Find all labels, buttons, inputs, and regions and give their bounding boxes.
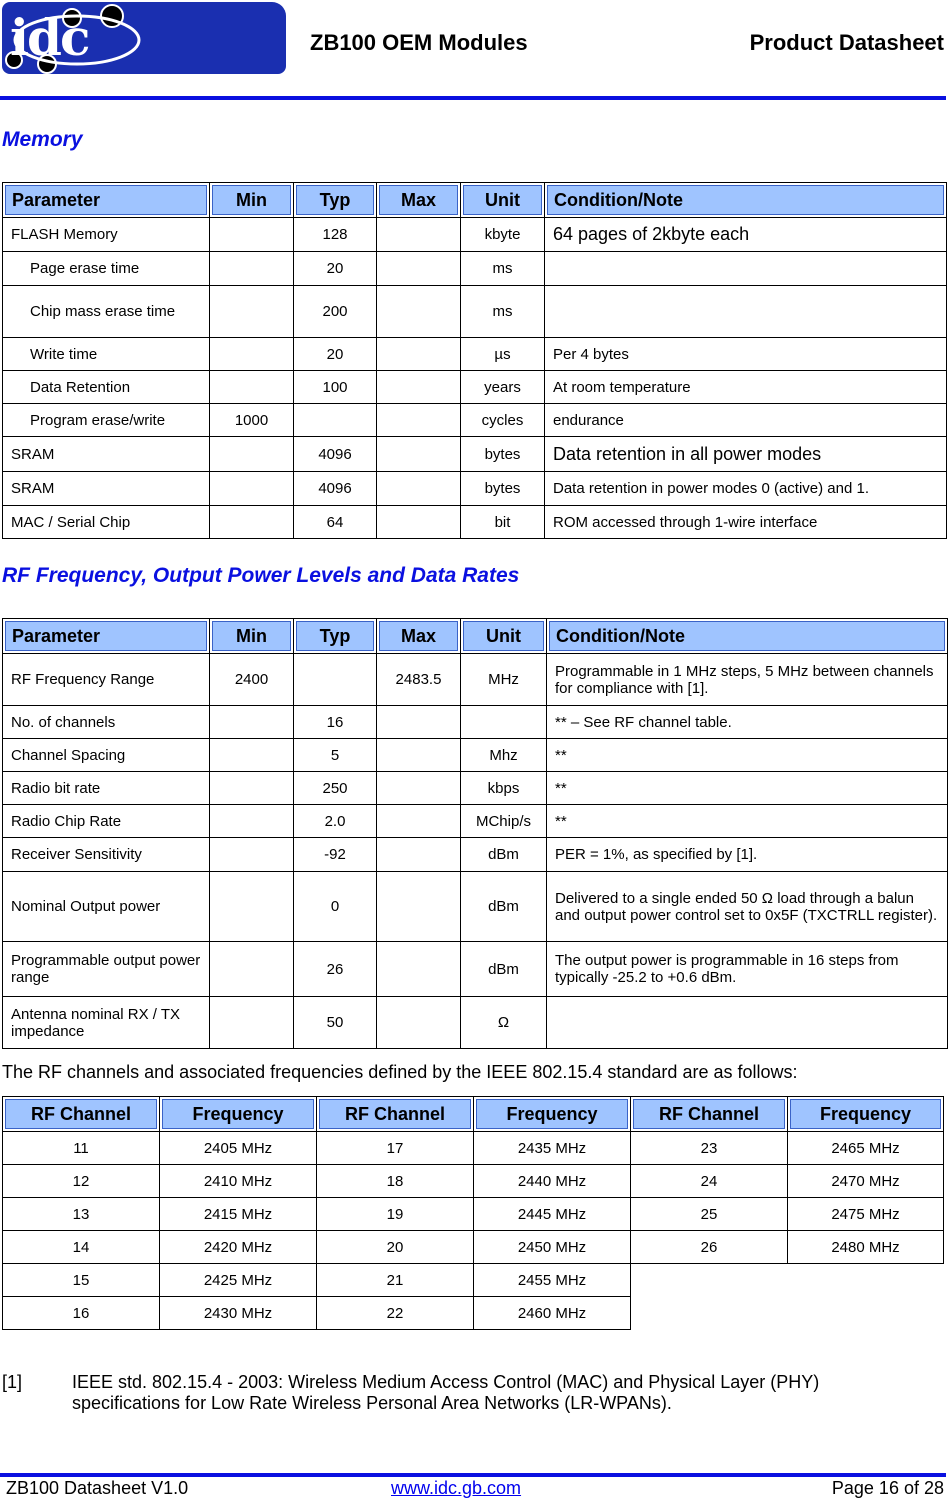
frequency-cell: 2420 MHz — [160, 1231, 317, 1264]
frequency-cell: 2405 MHz — [160, 1132, 317, 1165]
note-cell — [545, 286, 947, 338]
min-cell — [210, 772, 294, 805]
table-row — [3, 437, 947, 472]
frequency-cell: 2465 MHz — [788, 1132, 944, 1165]
table-row — [3, 338, 947, 371]
col-min: Min — [210, 183, 294, 218]
frequency-cell: 2415 MHz — [160, 1198, 317, 1231]
note-cell: The output power is programmable in 16 steps from typically -25.2 to +0.6 dBm. — [547, 942, 948, 997]
max-cell — [377, 472, 461, 506]
unit-cell: dBm — [461, 942, 547, 997]
page-number: Page 16 of 28 — [831, 1478, 944, 1498]
note-cell: At room temperature — [545, 371, 947, 404]
max-cell — [377, 252, 461, 286]
channel-cell: 12 — [3, 1165, 160, 1198]
table-row — [3, 1132, 944, 1165]
col-parameter: Parameter — [3, 619, 210, 654]
col-rf-channel: RF Channel — [3, 1097, 160, 1132]
table-row — [3, 506, 947, 539]
col-parameter: Parameter — [3, 183, 210, 218]
unit-cell: cycles — [461, 404, 545, 437]
min-cell — [210, 942, 294, 997]
param-cell: SRAM — [3, 437, 210, 472]
note-cell: 64 pages of 2kbyte each — [545, 218, 947, 252]
frequency-cell: 2480 MHz — [788, 1231, 944, 1264]
logo-text: idc — [10, 8, 89, 67]
param-cell: Radio bit rate — [3, 772, 210, 805]
channels-header-row — [3, 1097, 944, 1132]
table-row — [3, 1231, 944, 1264]
param-cell: No. of channels — [3, 706, 210, 739]
table-row — [3, 872, 948, 942]
typ-cell: 64 — [294, 506, 377, 539]
max-cell — [377, 286, 461, 338]
typ-cell: 16 — [294, 706, 377, 739]
typ-cell — [294, 404, 377, 437]
memory-header-row — [3, 183, 947, 218]
max-cell — [377, 739, 461, 772]
note-cell: PER = 1%, as specified by [1]. — [547, 838, 948, 872]
rf-table — [2, 618, 948, 1049]
channel-cell: 16 — [3, 1297, 160, 1330]
param-cell: Channel Spacing — [3, 739, 210, 772]
table-row — [3, 218, 947, 252]
min-cell — [210, 506, 294, 539]
empty-cell — [788, 1297, 944, 1330]
footer-doc-version: ZB100 Datasheet V1.0 — [6, 1478, 189, 1498]
channel-cell: 21 — [317, 1264, 474, 1297]
unit-cell: MChip/s — [461, 805, 547, 838]
param-cell: FLASH Memory — [3, 218, 210, 252]
note-cell — [547, 997, 948, 1049]
unit-cell: bit — [461, 506, 545, 539]
table-row — [3, 286, 947, 338]
max-cell: 2483.5 — [377, 654, 461, 706]
typ-cell: 250 — [294, 772, 377, 805]
min-cell — [210, 218, 294, 252]
unit-cell: kbps — [461, 772, 547, 805]
header-rule — [0, 96, 946, 100]
channel-cell: 11 — [3, 1132, 160, 1165]
channel-cell: 22 — [317, 1297, 474, 1330]
col-unit: Unit — [461, 619, 547, 654]
frequency-cell: 2470 MHz — [788, 1165, 944, 1198]
table-row — [3, 838, 948, 872]
table-row — [3, 706, 948, 739]
col-max: Max — [377, 619, 461, 654]
channel-cell: 17 — [317, 1132, 474, 1165]
min-cell: 1000 — [210, 404, 294, 437]
table-row — [3, 404, 947, 437]
max-cell — [377, 371, 461, 404]
typ-cell: 0 — [294, 872, 377, 942]
frequency-cell: 2440 MHz — [474, 1165, 631, 1198]
max-cell — [377, 997, 461, 1049]
document-type: Product Datasheet — [749, 30, 944, 55]
typ-cell: 26 — [294, 942, 377, 997]
param-cell: Nominal Output power — [3, 872, 210, 942]
note-cell: endurance — [545, 404, 947, 437]
channel-cell: 24 — [631, 1165, 788, 1198]
typ-cell — [294, 654, 377, 706]
max-cell — [377, 805, 461, 838]
max-cell — [377, 772, 461, 805]
note-cell: ** — [547, 805, 948, 838]
col-frequency: Frequency — [160, 1097, 317, 1132]
min-cell — [210, 286, 294, 338]
col-condition: Condition/Note — [547, 619, 948, 654]
unit-cell: µs — [461, 338, 545, 371]
typ-cell: 20 — [294, 252, 377, 286]
channel-cell: 25 — [631, 1198, 788, 1231]
param-cell: Antenna nominal RX / TX impedance — [3, 997, 210, 1049]
typ-cell: 128 — [294, 218, 377, 252]
channels-intro: The RF channels and associated frequencies defined by the IEEE 802.15.4 standard are as follows: — [2, 1062, 798, 1082]
min-cell — [210, 252, 294, 286]
note-cell — [545, 252, 947, 286]
unit-cell: MHz — [461, 654, 547, 706]
typ-cell: 2.0 — [294, 805, 377, 838]
min-cell — [210, 739, 294, 772]
max-cell — [377, 706, 461, 739]
param-cell: Data Retention — [3, 371, 210, 404]
table-row — [3, 1198, 944, 1231]
unit-cell: Ω — [461, 997, 547, 1049]
max-cell — [377, 218, 461, 252]
unit-cell: bytes — [461, 472, 545, 506]
unit-cell: ms — [461, 286, 545, 338]
channel-cell: 26 — [631, 1231, 788, 1264]
col-frequency: Frequency — [788, 1097, 944, 1132]
frequency-cell: 2455 MHz — [474, 1264, 631, 1297]
param-cell: SRAM — [3, 472, 210, 506]
col-max: Max — [377, 183, 461, 218]
col-typ: Typ — [294, 183, 377, 218]
col-condition: Condition/Note — [545, 183, 947, 218]
typ-cell: 4096 — [294, 472, 377, 506]
max-cell — [377, 838, 461, 872]
min-cell — [210, 838, 294, 872]
unit-cell: bytes — [461, 437, 545, 472]
table-row — [3, 654, 948, 706]
rf-heading: RF Frequency, Output Power Levels and Data Rates — [2, 564, 520, 587]
param-cell: Chip mass erase time — [3, 286, 210, 338]
param-cell: Programmable output power range — [3, 942, 210, 997]
max-cell — [377, 942, 461, 997]
typ-cell: 4096 — [294, 437, 377, 472]
unit-cell: ms — [461, 252, 545, 286]
channel-cell: 13 — [3, 1198, 160, 1231]
table-row — [3, 1264, 944, 1297]
max-cell — [377, 506, 461, 539]
frequency-cell: 2435 MHz — [474, 1132, 631, 1165]
col-unit: Unit — [461, 183, 545, 218]
col-rf-channel: RF Channel — [317, 1097, 474, 1132]
reference-label: [1] — [2, 1372, 23, 1392]
reference-text: IEEE std. 802.15.4 - 2003: Wireless Medium Access Control (MAC) and Physical Layer (PHY) specifications for Low Rate Wireless Personal Area Networks (LR-WPANs). — [72, 1372, 820, 1413]
channel-cell: 23 — [631, 1132, 788, 1165]
frequency-cell: 2445 MHz — [474, 1198, 631, 1231]
min-cell — [210, 338, 294, 371]
frequency-cell: 2410 MHz — [160, 1165, 317, 1198]
col-frequency: Frequency — [474, 1097, 631, 1132]
frequency-cell: 2425 MHz — [160, 1264, 317, 1297]
param-cell: Radio Chip Rate — [3, 805, 210, 838]
table-row — [3, 805, 948, 838]
min-cell — [210, 997, 294, 1049]
min-cell — [210, 872, 294, 942]
empty-cell — [631, 1297, 788, 1330]
max-cell — [377, 404, 461, 437]
min-cell — [210, 437, 294, 472]
typ-cell: 200 — [294, 286, 377, 338]
table-row — [3, 739, 948, 772]
param-cell: Program erase/write — [3, 404, 210, 437]
note-cell: ROM accessed through 1-wire interface — [545, 506, 947, 539]
param-cell: RF Frequency Range — [3, 654, 210, 706]
typ-cell: 50 — [294, 997, 377, 1049]
unit-cell: kbyte — [461, 218, 545, 252]
typ-cell: 5 — [294, 739, 377, 772]
memory-heading: Memory — [2, 128, 83, 151]
note-cell: ** — [547, 772, 948, 805]
note-cell: Per 4 bytes — [545, 338, 947, 371]
note-cell: Delivered to a single ended 50 Ω load through a balun and output power control set to 0x5F (TXCTRLL register). — [547, 872, 948, 942]
table-row — [3, 997, 948, 1049]
table-row — [3, 942, 948, 997]
max-cell — [377, 437, 461, 472]
table-row — [3, 1297, 944, 1330]
website-link[interactable]: www.idc.gb.com — [391, 1478, 522, 1498]
frequency-cell: 2460 MHz — [474, 1297, 631, 1330]
note-cell: ** — [547, 739, 948, 772]
table-row — [3, 472, 947, 506]
unit-cell: dBm — [461, 872, 547, 942]
table-row — [3, 371, 947, 404]
rf-header-row — [3, 619, 948, 654]
max-cell — [377, 872, 461, 942]
col-min: Min — [210, 619, 294, 654]
note-cell: Programmable in 1 MHz steps, 5 MHz between channels for compliance with [1]. — [547, 654, 948, 706]
unit-cell: Mhz — [461, 739, 547, 772]
param-cell: Write time — [3, 338, 210, 371]
footer-rule — [0, 1473, 946, 1477]
channel-cell: 15 — [3, 1264, 160, 1297]
channel-cell: 20 — [317, 1231, 474, 1264]
min-cell — [210, 472, 294, 506]
param-cell: Receiver Sensitivity — [3, 838, 210, 872]
channel-cell: 18 — [317, 1165, 474, 1198]
unit-cell: years — [461, 371, 545, 404]
min-cell: 2400 — [210, 654, 294, 706]
col-typ: Typ — [294, 619, 377, 654]
channel-cell: 14 — [3, 1231, 160, 1264]
note-cell: Data retention in power modes 0 (active) and 1. — [545, 472, 947, 506]
col-rf-channel: RF Channel — [631, 1097, 788, 1132]
typ-cell: 20 — [294, 338, 377, 371]
unit-cell — [461, 706, 547, 739]
param-cell: MAC / Serial Chip — [3, 506, 210, 539]
channel-cell: 19 — [317, 1198, 474, 1231]
note-cell: ** – See RF channel table. — [547, 706, 948, 739]
min-cell — [210, 706, 294, 739]
empty-cell — [631, 1264, 788, 1297]
table-row — [3, 252, 947, 286]
min-cell — [210, 805, 294, 838]
memory-table — [2, 182, 947, 539]
table-row — [3, 1165, 944, 1198]
table-row — [3, 772, 948, 805]
typ-cell: -92 — [294, 838, 377, 872]
typ-cell: 100 — [294, 371, 377, 404]
document-title: ZB100 OEM Modules — [310, 30, 528, 55]
unit-cell: dBm — [461, 838, 547, 872]
frequency-cell: 2450 MHz — [474, 1231, 631, 1264]
frequency-cell: 2475 MHz — [788, 1198, 944, 1231]
param-cell: Page erase time — [3, 252, 210, 286]
channels-table — [2, 1096, 944, 1330]
min-cell — [210, 371, 294, 404]
note-cell: Data retention in all power modes — [545, 437, 947, 472]
frequency-cell: 2430 MHz — [160, 1297, 317, 1330]
max-cell — [377, 338, 461, 371]
empty-cell — [788, 1264, 944, 1297]
